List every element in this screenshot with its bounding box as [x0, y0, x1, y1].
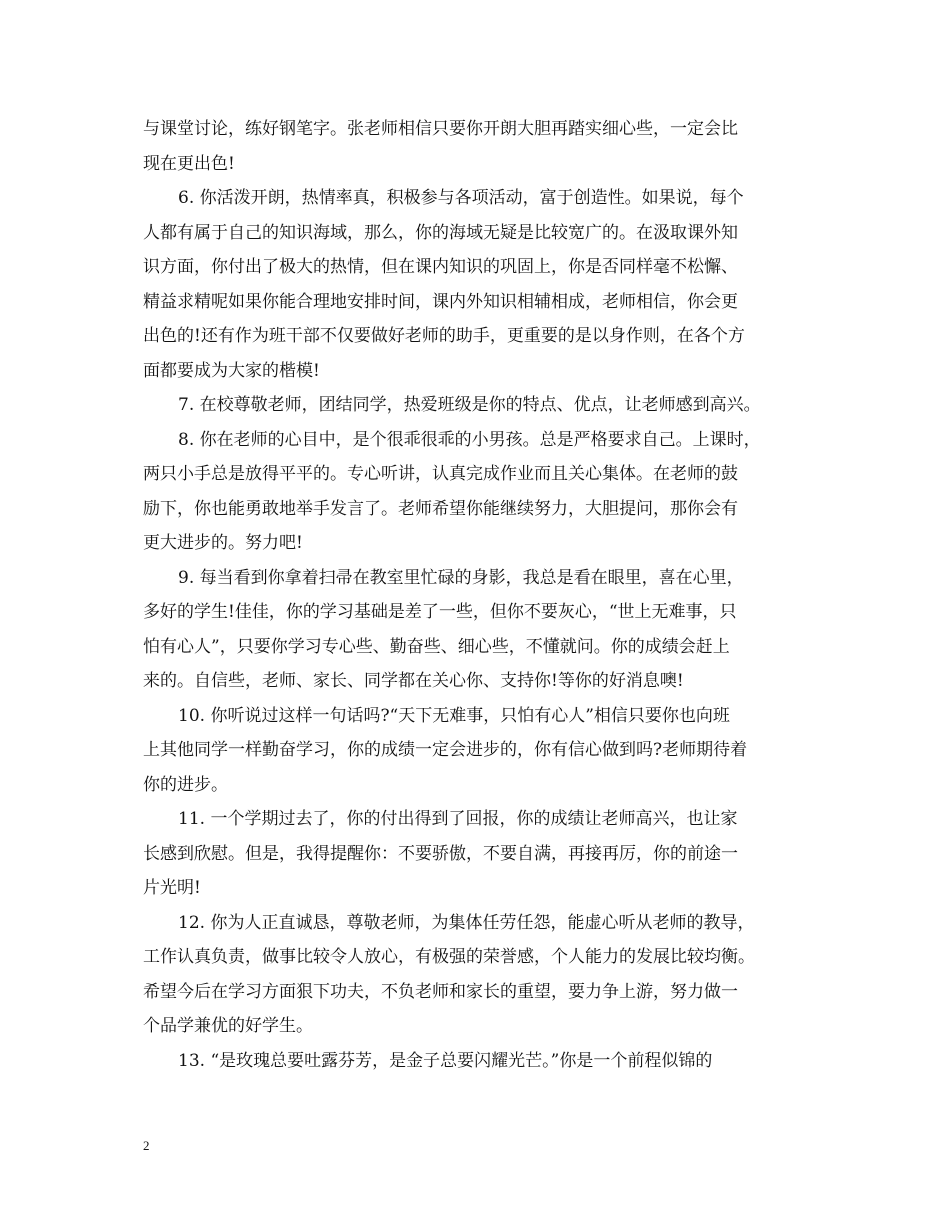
text-line: 10. 你听说过这样一句话吗?“天下无难事，只怕有心人”相信只要你也向班 — [178, 705, 730, 726]
text-line: 11. 一个学期过去了，你的付出得到了回报，你的成绩让老师高兴，也让家 — [178, 809, 738, 829]
comment-item-12 — [143, 906, 813, 1044]
comment-item-13 — [143, 1044, 813, 1079]
text-line: 来的。自信些，老师、家长、同学都在关心你、支持你!等你的好消息噢! — [143, 671, 684, 691]
text-line: 13. “是玫瑰总要吐露芬芳，是金子总要闪耀光芒。”你是一个前程似锦的 — [178, 1050, 713, 1071]
comment-item-9 — [143, 561, 813, 699]
text-line: 励下，你也能勇敢地举手发言了。老师希望你能继续努力，大胆提问，那你会有 — [143, 498, 738, 519]
text-line: 更大进步的。努力吧! — [143, 533, 303, 553]
text-line: 精益求精呢如果你能合理地安排时间，课内外知识相辅相成，老师相信，你会更 — [143, 291, 738, 312]
text-line: 怕有心人”，只要你学习专心些、勤奋些、细心些，不懂就问。你的成绩会赶上 — [143, 636, 730, 657]
text-line: 两只小手总是放得平平的。专心听讲，认真完成作业而且关心集体。在老师的鼓 — [143, 464, 738, 484]
text-line: 工作认真负责，做事比较令人放心，有极强的荣誉感，个人能力的发展比较均衡。 — [143, 947, 755, 967]
text-line: 6. 你活泼开朗，热情率真，积极参与各项活动，富于创造性。如果说，每个 — [178, 188, 744, 208]
comment-item-7 — [143, 388, 813, 423]
text-line: 你的进步。 — [143, 774, 228, 795]
text-line: 面都要成为大家的楷模! — [143, 360, 320, 381]
text-line: 与课堂讨论，练好钢笔字。张老师相信只要你开朗大胆再踏实细心些，一定会比 — [143, 119, 738, 139]
text-line: 上其他同学一样勤奋学习，你的成绩一定会进步的，你有信心做到吗?老师期待着 — [143, 740, 748, 760]
text-line: 出色的!还有作为班干部不仅要做好老师的助手，更重要的是以身作则，在各个方 — [143, 326, 745, 346]
text-line: 7. 在校尊敬老师，团结同学，热爱班级是你的特点、优点，让老师感到高兴。 — [178, 395, 761, 415]
paragraph-continued — [143, 112, 813, 181]
document-body — [143, 112, 813, 1078]
text-line: 长感到欣慰。但是，我得提醒你：不要骄傲，不要自满，再接再厉，你的前途一 — [143, 843, 738, 864]
text-line: 人都有属于自己的知识海域，那么，你的海域无疑是比较宽广的。在汲取课外知 — [143, 222, 738, 243]
text-line: 8. 你在老师的心目中，是个很乖很乖的小男孩。总是严格要求自己。上课时， — [178, 429, 761, 450]
comment-item-6 — [143, 181, 813, 388]
comment-item-10 — [143, 699, 813, 803]
comment-item-8 — [143, 423, 813, 561]
text-line: 9. 每当看到你拿着扫帚在教室里忙碌的身影，我总是看在眼里，喜在心里， — [178, 567, 744, 588]
page-number: 2 — [143, 1138, 150, 1153]
text-line: 个品学兼优的好学生。 — [143, 1016, 313, 1036]
text-line: 多好的学生!佳佳，你的学习基础是差了一些，但你不要灰心，“世上无难事，只 — [143, 602, 737, 622]
comment-item-11 — [143, 802, 813, 906]
text-line: 片光明! — [143, 878, 201, 898]
text-line: 希望今后在学习方面狠下功夫，不负老师和家长的重望，要力争上游，努力做一 — [143, 981, 738, 1002]
text-line: 识方面，你付出了极大的热情，但在课内知识的巩固上，你是否同样毫不松懈、 — [143, 257, 738, 277]
text-line: 12. 你为人正直诚恳，尊敬老师，为集体任劳任怨，能虚心听从老师的教导， — [178, 912, 755, 933]
text-line: 现在更出色! — [143, 153, 235, 174]
